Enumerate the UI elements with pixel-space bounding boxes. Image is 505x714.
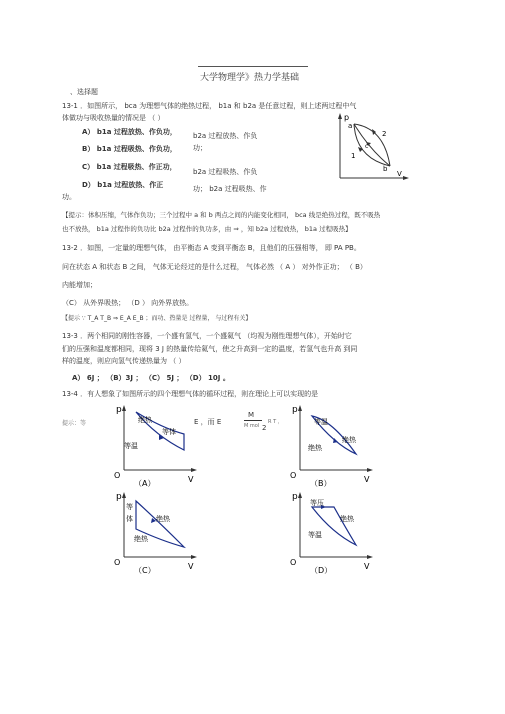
page-title: 大学物理学》热力学基础 bbox=[200, 73, 300, 83]
q4-stem: 13-4 ．有人想象了如图所示的四个理想气体的循环过程，则在理论上可以实现的是 bbox=[62, 390, 319, 398]
diagram-c-x-arrow bbox=[191, 555, 197, 559]
diagram-c-label-3: 绝热 bbox=[156, 515, 170, 523]
section-heading: 、选择题 bbox=[70, 88, 98, 96]
diagram-b-v: V bbox=[364, 475, 370, 484]
q1-label-a: a bbox=[348, 122, 353, 130]
diagram-d-label-2: 绝热 bbox=[340, 515, 354, 523]
q1-option-b: B） b1a 过程吸热、作负功， bbox=[82, 145, 177, 153]
diagram-d-y-arrow bbox=[298, 492, 302, 498]
q4-frac-bar bbox=[244, 420, 262, 421]
q1-col-1b: 功； bbox=[193, 144, 207, 152]
diagram-c-caption: （C） bbox=[134, 566, 156, 575]
q1-hint-2: 也不放热， b1a 过程作的负功比 b2a 过程作的负功多，由 ⇒ ，知 b2a 过程放热， b1a 过程吸热】 bbox=[62, 225, 352, 233]
diagram-b bbox=[288, 398, 380, 488]
q1-stem-1: 13-1 ．如图所示， bca 为理想气体的绝热过程， b1a 和 b2a 是任意过程，则上述两过程中气 bbox=[62, 102, 357, 110]
diagram-b-label-1: 等温 bbox=[314, 418, 328, 426]
diagram-c bbox=[112, 485, 204, 575]
q1-label-v: V bbox=[397, 170, 402, 178]
diagram-b-label-2: 绝热 bbox=[342, 436, 356, 444]
q1-stem-2: 体做功与吸收热量的情况是 （ ） bbox=[62, 114, 165, 122]
q1-option-a: A） b1a 过程放热、作负功， bbox=[82, 128, 177, 136]
q1-y-arrow bbox=[338, 113, 342, 119]
diagram-c-label-2: 体 bbox=[126, 515, 133, 523]
diagram-d-p: p bbox=[292, 492, 298, 502]
title-rule bbox=[198, 66, 308, 67]
diagram-c-label-4: 绝热 bbox=[134, 535, 148, 543]
diagram-c-p: p bbox=[116, 492, 122, 502]
q4-frac-num: M bbox=[248, 411, 255, 419]
q4-frac-tail: R T ， bbox=[268, 419, 283, 425]
diagram-b-y-arrow bbox=[298, 405, 302, 411]
q1-option-d-cont: 功。 bbox=[62, 193, 76, 201]
q4-frac-two: 2 bbox=[262, 424, 267, 432]
diagram-b-caption: （B） bbox=[310, 479, 332, 488]
q2-hint: 【提示 ∵ T_A T_B ⇒ E_A E_B ；而功、热量是 过程量， 与过程有关】 bbox=[62, 315, 252, 322]
diagram-c-o: O bbox=[114, 558, 121, 567]
q1-arrow-1 bbox=[358, 147, 363, 152]
q1-label-2: 2 bbox=[382, 130, 387, 138]
diagram-d-x-arrow bbox=[367, 555, 373, 559]
diagram-d-caption: （D） bbox=[310, 566, 333, 575]
diagram-a bbox=[112, 398, 204, 488]
diagram-a-y-arrow bbox=[122, 405, 126, 411]
q3-stem-3: 样的温度，则应向氢气传递热量为 （ ） bbox=[62, 357, 186, 365]
diagram-a-caption: （A） bbox=[134, 479, 156, 488]
q1-x-arrow bbox=[403, 176, 409, 180]
q1-col-1: b2a 过程放热、作负 bbox=[193, 132, 258, 140]
q3-stem-2: 们的压强和温度都相同，现将 3 J 的热量传给氦气，使之升高到一定的温度，若氢气也升高 到同 bbox=[62, 345, 358, 353]
diagram-a-v: V bbox=[188, 475, 194, 484]
diagram-d-v: V bbox=[364, 562, 370, 571]
diagram-c-y-arrow bbox=[122, 492, 126, 498]
q1-option-c: C） b1a 过程吸热、作正功， bbox=[82, 163, 177, 171]
diagram-d-label-3: 等温 bbox=[308, 531, 322, 539]
diagram-d-o: O bbox=[290, 558, 297, 567]
q1-option-d: D） b1a 过程放热、作正 bbox=[82, 181, 164, 189]
q4-hint-left: 提示：等 bbox=[62, 420, 87, 427]
diagram-b-label-3: 绝热 bbox=[308, 444, 322, 452]
diagram-d-label-1: 等压 bbox=[310, 499, 324, 507]
diagram-b-p: p bbox=[292, 405, 298, 415]
q2-line-3: 内能增加； bbox=[62, 281, 97, 289]
diagram-a-label-2: 等体 bbox=[162, 428, 176, 436]
q2-stem: 13-2 ．如图，一定量的理想气体， 由平衡态 A 变到平衡态 B，且他们的压强相等， 即 PA PB。 bbox=[62, 244, 361, 252]
diagram-a-label-3: 等温 bbox=[124, 442, 138, 450]
diagram-c-label-1: 等 bbox=[126, 503, 133, 511]
q4-frac-den: M mol bbox=[244, 423, 260, 429]
diagram-a-label-1: 绝热 bbox=[138, 416, 152, 424]
diagram-c-v: V bbox=[188, 562, 194, 571]
q1-hint-1: 【提示：体积压缩，气体作负功；三个过程中 a 和 b 两点之间的内能变化相同， bca 线是绝热过程，既不吸热 bbox=[62, 211, 381, 219]
q1-col-3: 功； b2a 过程吸热、作 bbox=[193, 185, 267, 193]
diagram-b-x-arrow bbox=[367, 468, 373, 472]
q1-pv-diagram bbox=[332, 110, 412, 182]
diagram-d bbox=[288, 485, 380, 575]
diagram-d-cycle bbox=[312, 507, 356, 545]
q1-label-c: c bbox=[365, 143, 369, 150]
diagram-a-o: O bbox=[114, 471, 121, 480]
diagram-a-x-arrow bbox=[191, 468, 197, 472]
q1-col-2: b2a 过程吸热、作负 bbox=[193, 168, 258, 176]
q1-label-1: 1 bbox=[351, 152, 356, 160]
diagram-b-o: O bbox=[290, 471, 297, 480]
q2-line-4: （C） 从外界吸热； （D ） 向外界放热。 bbox=[62, 299, 194, 307]
q3-options: A） 6J ； （B）3J ； （C） 5J ； （D） 10J 。 bbox=[72, 374, 230, 382]
q4-hint-mid: E ，而 E bbox=[194, 418, 222, 426]
q1-label-b: b bbox=[383, 165, 388, 173]
diagram-a-p: p bbox=[116, 405, 122, 415]
q3-stem-1: 13-3 ．两个相同的刚性容器，一个盛有氢气，一个盛氦气 （均视为刚性理想气体），开始时它 bbox=[62, 332, 352, 340]
q2-line-2: 问在状态 A 和状态 B 之间， 气体无论经过的是什么过程， 气体必然 （ A ） 对外作正功； （ B） bbox=[62, 263, 367, 271]
q1-label-p: p bbox=[344, 113, 350, 122]
